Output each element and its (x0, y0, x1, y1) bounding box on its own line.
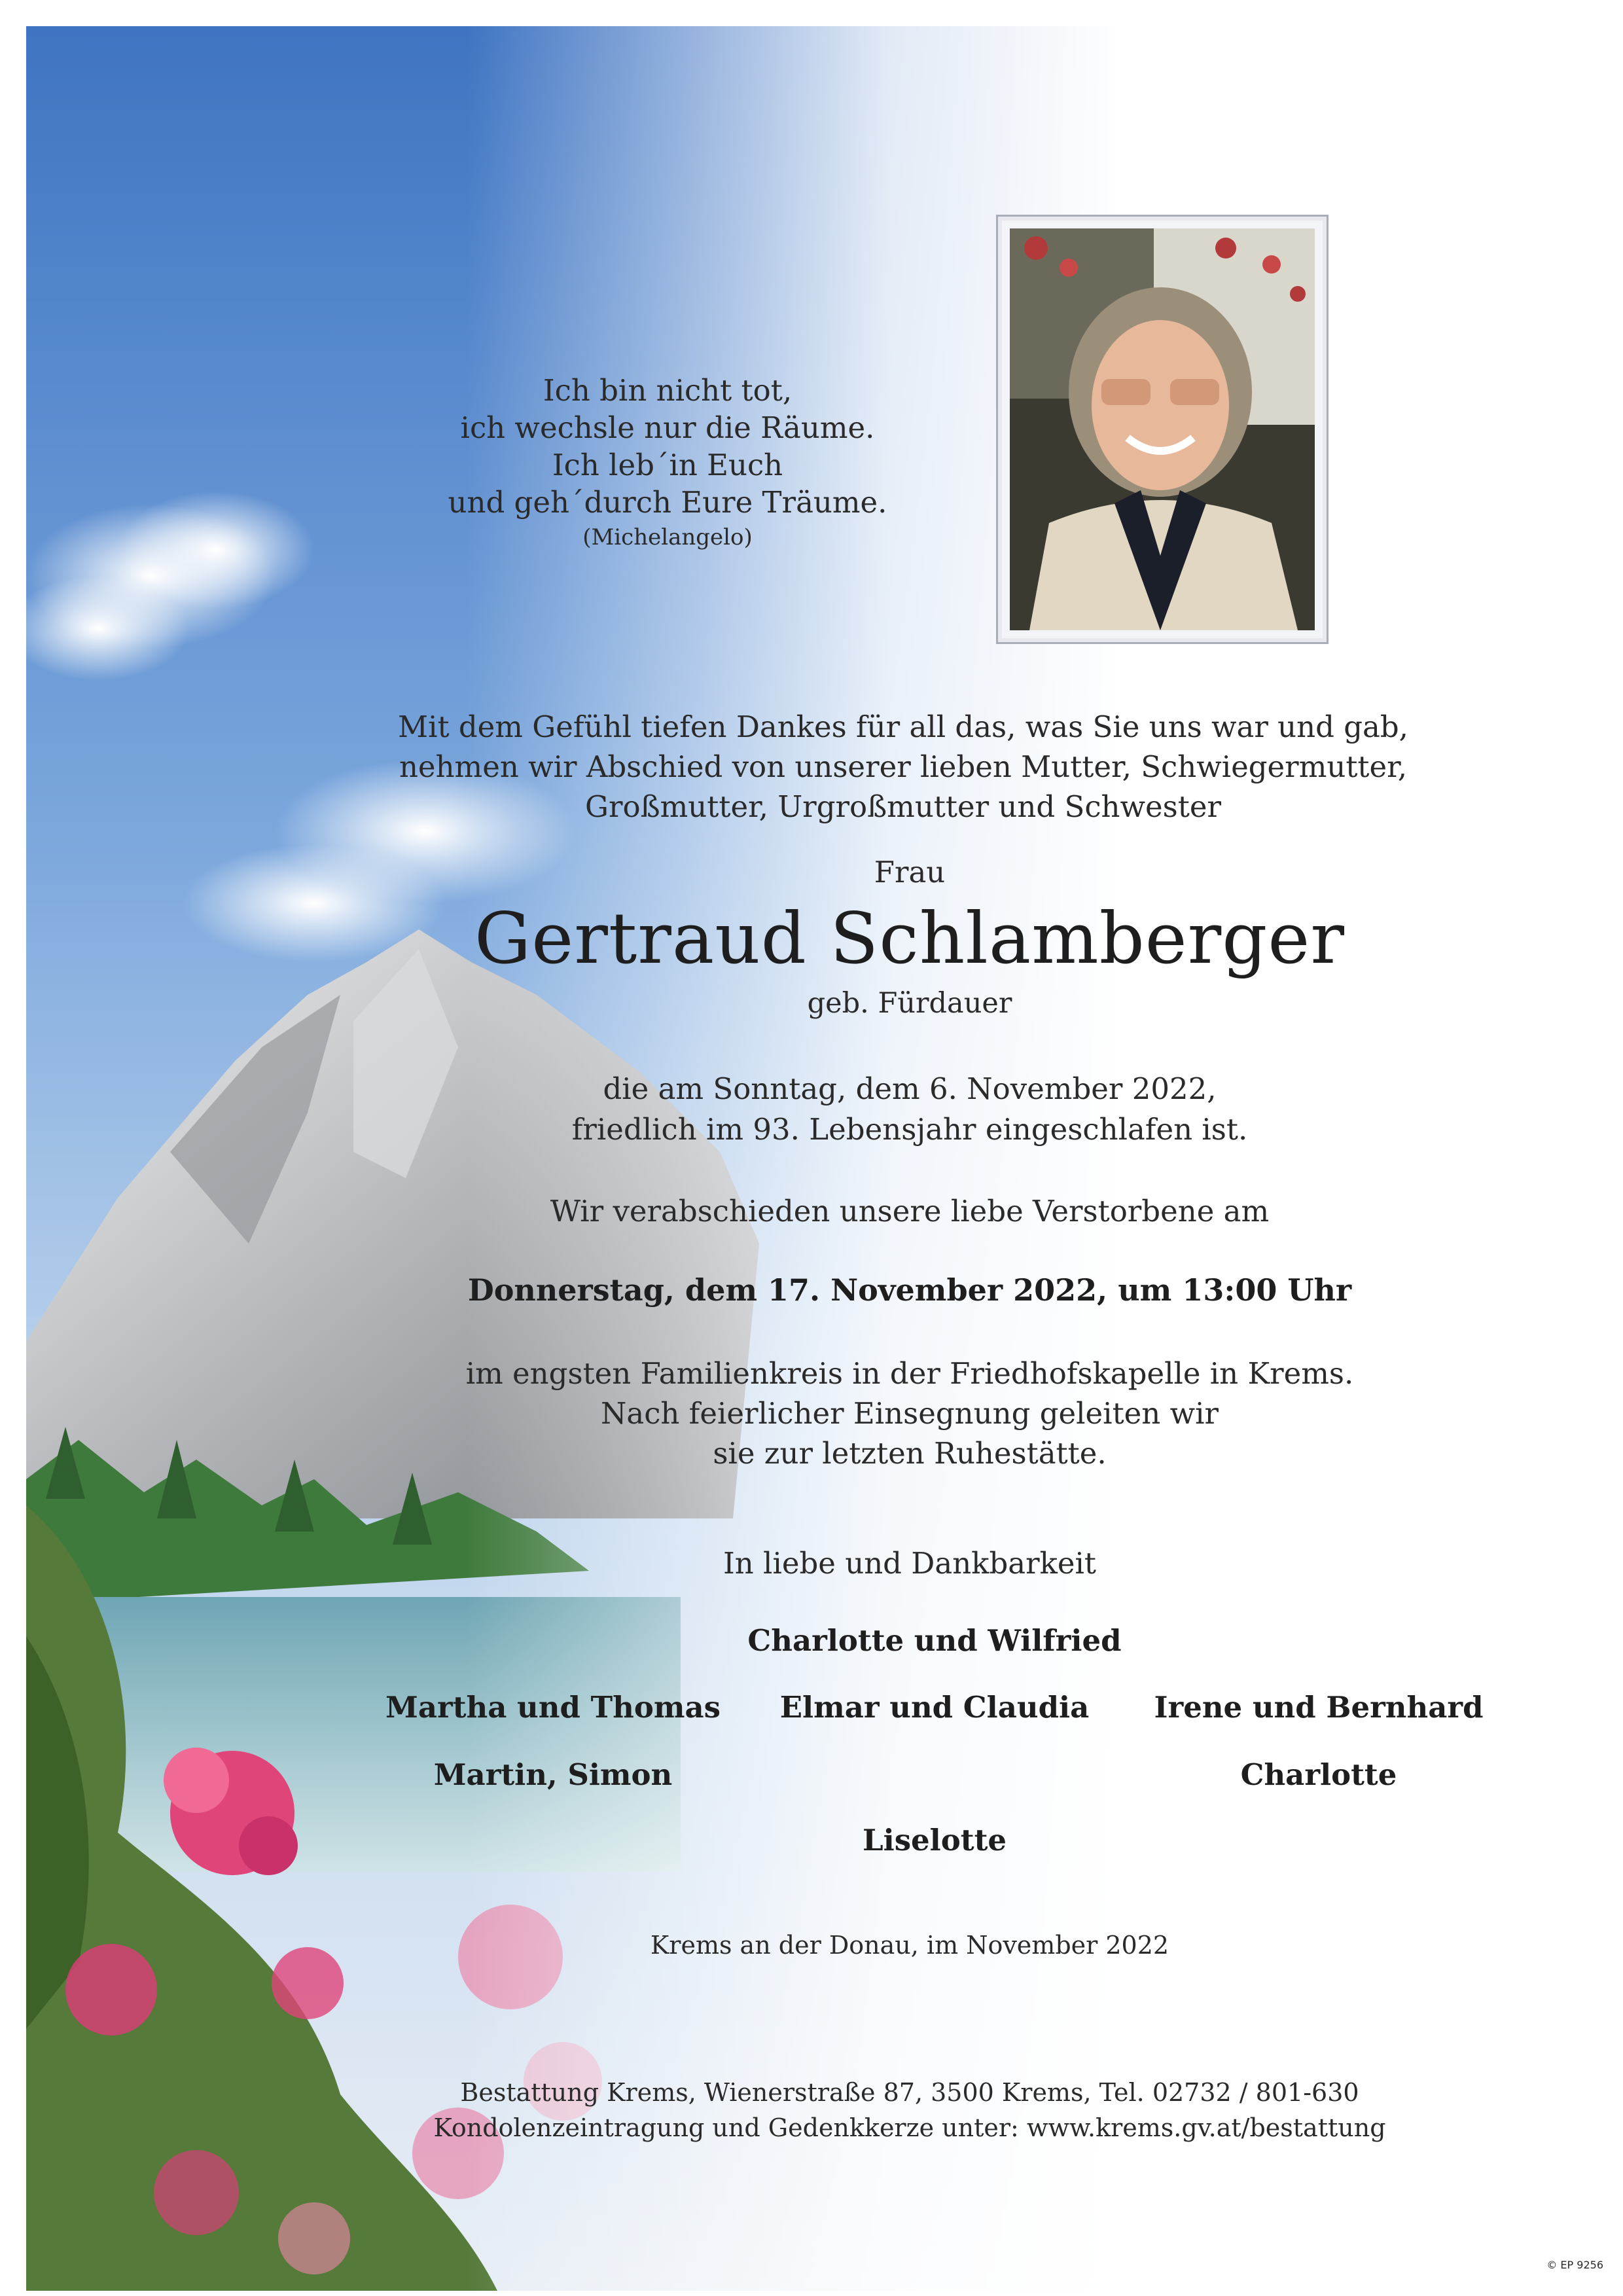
mourner-name: Elmar und Claudia (779, 1690, 1090, 1725)
mourner-name: Irene und Bernhard (1154, 1690, 1484, 1725)
quote-line: und geh´durch Eure Träume. (448, 485, 887, 520)
intro-line: Großmutter, Urgroßmutter und Schwester (585, 789, 1221, 824)
ceremony-line: im engsten Familienkreis in der Friedhofskapelle in Krems. (465, 1356, 1354, 1391)
funeral-home-footer (366, 2075, 1453, 2145)
death-notice (393, 1069, 1427, 1150)
deceased-name: Gertraud Schlamberger (474, 898, 1345, 980)
mourner-name: Martin, Simon (433, 1757, 673, 1792)
intro-line: nehmen wir Abschied von unserer lieben Mutter, Schwiegermutter, (399, 749, 1408, 784)
death-line: friedlich im 93. Lebensjahr eingeschlafen ist. (571, 1112, 1248, 1147)
footer-address: Bestattung Krems, Wienerstraße 87, 3500 Krems, Tel. 02732 / 801-630 (460, 2078, 1359, 2107)
mourner-name: Charlotte (1240, 1757, 1397, 1792)
mourner-name: Charlotte und Wilfried (747, 1623, 1122, 1658)
farewell-text: Wir verabschieden unsere liebe Verstorbene am (550, 1194, 1270, 1229)
mourner-name: Martha und Thomas (385, 1690, 721, 1725)
ceremony-line: sie zur letzten Ruhestätte. (713, 1436, 1107, 1471)
quote-block (419, 372, 916, 554)
mourner-name: Liselotte (862, 1823, 1007, 1857)
portrait-photo (996, 215, 1329, 644)
place-date: Krems an der Donau, im November 2022 (650, 1931, 1169, 1960)
thanks-text: In liebe und Dankbarkeit (723, 1546, 1096, 1581)
intro-line: Mit dem Gefühl tiefen Dankes für all das, was Sie uns war und gab, (398, 709, 1408, 744)
quote-line: ich wechsle nur die Räume. (460, 410, 875, 445)
quote-line: Ich leb´in Euch (552, 448, 783, 482)
footer-website: Kondolenzeintragung und Gedenkkerze unter: www.krems.gv.at/bestattung (433, 2113, 1386, 2142)
intro-text (366, 707, 1440, 827)
death-line: die am Sonntag, dem 6. November 2022, (603, 1071, 1217, 1106)
deceased-maiden-name: geb. Fürdauer (807, 987, 1012, 1020)
deceased-title: Frau (874, 855, 946, 889)
ceremony-date: Donnerstag, dem 17. November 2022, um 13:00 Uhr (467, 1272, 1352, 1308)
quote-line: Ich bin nicht tot, (543, 373, 793, 408)
print-code: © EP 9256 (1546, 2259, 1603, 2271)
quote-author: (Michelangelo) (582, 524, 753, 550)
ceremony-text (393, 1354, 1427, 1473)
portrait-image (1010, 228, 1315, 630)
ceremony-line: Nach feierlicher Einsegnung geleiten wir (600, 1396, 1219, 1431)
